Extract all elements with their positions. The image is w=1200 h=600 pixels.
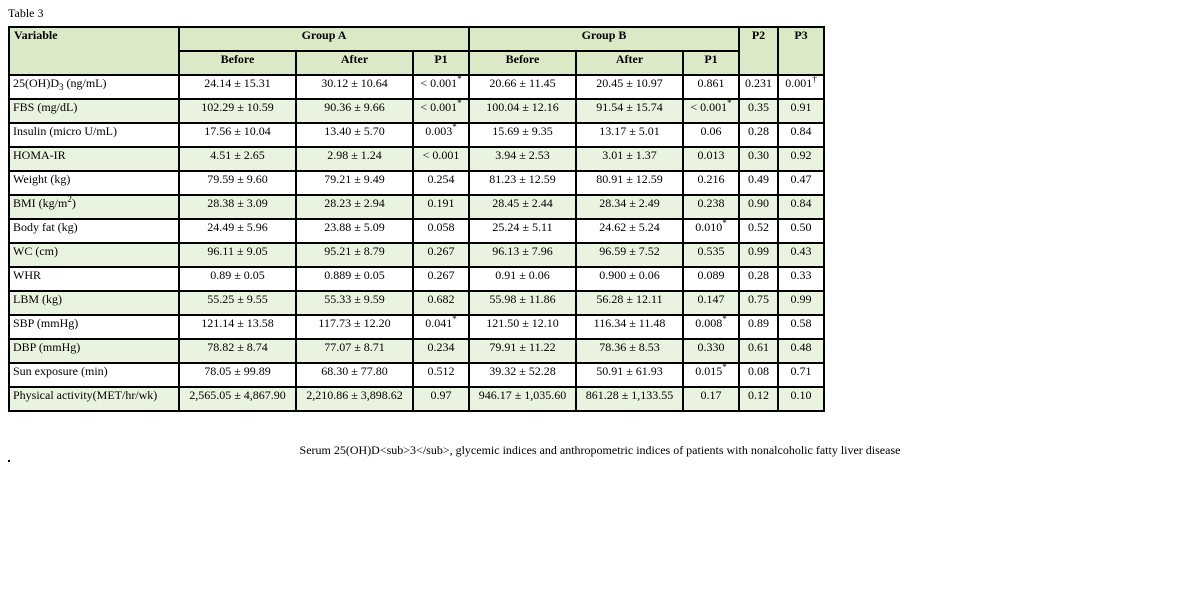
cell-p2 xyxy=(739,147,778,171)
cell-b-after-value: 0.900 ± 0.06 xyxy=(599,268,660,282)
table-row xyxy=(9,99,824,123)
cell-b-before-value: 20.66 ± 11.45 xyxy=(489,76,556,90)
cell-b-after-value: 861.28 ± 1,133.55 xyxy=(585,388,674,402)
cell-a-before-value: 78.05 ± 99.89 xyxy=(204,364,271,378)
cell-a-before-value: 2,565.05 ± 4,867.90 xyxy=(189,388,286,402)
cell-a-before xyxy=(179,219,296,243)
cell-b-p1-value: 0.216 xyxy=(697,172,725,186)
cell-p3 xyxy=(778,171,824,195)
cell-b-before-value: 3.94 ± 2.53 xyxy=(495,148,550,162)
header-a-p1: P1 xyxy=(413,51,469,75)
cell-a-after-value: 23.88 ± 5.09 xyxy=(324,220,385,234)
cell-b-p1-value: 0.089 xyxy=(697,268,725,282)
cell-a-p1-value: < 0.001 xyxy=(420,76,458,90)
cell-b-before xyxy=(469,315,576,339)
cell-a-after-value: 77.07 ± 8.71 xyxy=(324,340,385,354)
cell-p3 xyxy=(778,315,824,339)
cell-a-before-value: 121.14 ± 13.58 xyxy=(201,316,274,330)
cell-p3 xyxy=(778,363,824,387)
cell-p2 xyxy=(739,291,778,315)
cell-p3-value: 0.99 xyxy=(790,292,812,306)
cell-b-p1 xyxy=(683,291,739,315)
cell-b-after-value: 78.36 ± 8.53 xyxy=(599,340,660,354)
cell-p2 xyxy=(739,75,778,99)
cell-a-before xyxy=(179,99,296,123)
cell-a-after xyxy=(296,75,413,99)
cell-b-p1-value: 0.330 xyxy=(697,340,725,354)
cell-variable xyxy=(9,315,179,339)
cell-variable xyxy=(9,75,179,99)
cell-a-after-value: 30.12 ± 10.64 xyxy=(321,76,388,90)
cell-b-after xyxy=(576,363,683,387)
cell-a-before-value: 24.49 ± 5.96 xyxy=(207,220,268,234)
cell-a-before xyxy=(179,291,296,315)
variable-label: FBS (mg/dL) xyxy=(13,100,78,114)
table-row xyxy=(9,75,824,99)
cell-p2 xyxy=(739,363,778,387)
cell-variable xyxy=(9,219,179,243)
cell-b-p1-value: 0.238 xyxy=(697,196,725,210)
table-row xyxy=(9,363,824,387)
cell-b-p1-value: < 0.001 xyxy=(690,100,728,114)
significance-mark: * xyxy=(457,99,462,108)
header-group-a: Group A xyxy=(179,27,469,51)
cell-variable xyxy=(9,339,179,363)
cell-a-before xyxy=(179,243,296,267)
cell-a-before-value: 102.29 ± 10.59 xyxy=(201,100,274,114)
cell-a-p1-value: 0.267 xyxy=(427,268,455,282)
cell-variable xyxy=(9,387,179,411)
cell-a-after-value: 79.21 ± 9.49 xyxy=(324,172,385,186)
cell-a-after xyxy=(296,99,413,123)
cell-a-p1-value: 0.512 xyxy=(427,364,455,378)
cell-p2-value: 0.89 xyxy=(748,316,769,330)
cell-a-p1-value: 0.058 xyxy=(427,220,455,234)
cell-p2 xyxy=(739,171,778,195)
cell-b-before xyxy=(469,171,576,195)
cell-b-before xyxy=(469,219,576,243)
cell-p2 xyxy=(739,195,778,219)
cell-a-after xyxy=(296,339,413,363)
cell-a-p1-value: 0.254 xyxy=(427,172,455,186)
significance-mark: * xyxy=(457,75,462,84)
cell-a-after xyxy=(296,315,413,339)
cell-p3-value: 0.43 xyxy=(790,244,812,258)
cell-b-p1 xyxy=(683,99,739,123)
cell-a-before xyxy=(179,195,296,219)
cell-variable xyxy=(9,363,179,387)
significance-mark: † xyxy=(812,75,817,84)
header-b-after: After xyxy=(576,51,683,75)
cell-b-after xyxy=(576,123,683,147)
cell-a-before xyxy=(179,363,296,387)
cell-p2 xyxy=(739,315,778,339)
table-row xyxy=(9,267,824,291)
significance-mark: * xyxy=(722,219,727,228)
cell-a-p1-value: 0.234 xyxy=(427,340,455,354)
table-label: Table 3 xyxy=(8,6,44,20)
cell-p2-value: 0.49 xyxy=(748,172,769,186)
header-p3: P3 xyxy=(778,27,824,75)
cell-b-before-value: 100.04 ± 12.16 xyxy=(486,100,559,114)
cell-p2 xyxy=(739,219,778,243)
table-row xyxy=(9,315,824,339)
variable-label: HOMA-IR xyxy=(13,148,66,162)
cell-p3-value: 0.48 xyxy=(790,340,812,354)
cell-a-after-value: 2,210.86 ± 3,898.62 xyxy=(306,388,403,402)
cell-a-after xyxy=(296,363,413,387)
cell-p3-value: 0.10 xyxy=(790,388,812,402)
cell-b-before-value: 96.13 ± 7.96 xyxy=(492,244,553,258)
table-row xyxy=(9,171,824,195)
cell-b-p1-value: 0.013 xyxy=(697,148,725,162)
variable-label: BMI (kg/m xyxy=(13,196,68,210)
cell-b-after xyxy=(576,75,683,99)
stray-dot xyxy=(8,460,10,462)
cell-a-p1-value: 0.041 xyxy=(425,316,453,330)
cell-p2-value: 0.35 xyxy=(748,100,769,114)
variable-subscript: 3 xyxy=(59,82,64,92)
cell-b-after-value: 50.91 ± 61.93 xyxy=(596,364,663,378)
cell-b-before xyxy=(469,291,576,315)
significance-mark: * xyxy=(722,363,727,372)
cell-a-p1 xyxy=(413,123,469,147)
table-row xyxy=(9,219,824,243)
cell-variable xyxy=(9,123,179,147)
cell-p3 xyxy=(778,99,824,123)
cell-a-before xyxy=(179,339,296,363)
table-row xyxy=(9,195,824,219)
cell-a-after xyxy=(296,267,413,291)
cell-a-after-value: 0.889 ± 0.05 xyxy=(324,268,385,282)
cell-p3 xyxy=(778,123,824,147)
table-row xyxy=(9,123,824,147)
variable-suffix: ) xyxy=(71,196,76,210)
cell-b-p1-value: 0.06 xyxy=(700,124,722,138)
cell-b-after xyxy=(576,195,683,219)
variable-label: LBM (kg) xyxy=(13,292,62,306)
cell-a-before-value: 0.89 ± 0.05 xyxy=(210,268,265,282)
cell-b-after xyxy=(576,267,683,291)
cell-a-after xyxy=(296,387,413,411)
cell-p2-value: 0.12 xyxy=(748,388,769,402)
cell-a-p1 xyxy=(413,267,469,291)
variable-label: WC (cm) xyxy=(13,244,58,258)
cell-p3 xyxy=(778,147,824,171)
cell-b-p1 xyxy=(683,75,739,99)
cell-a-before xyxy=(179,171,296,195)
cell-p3 xyxy=(778,243,824,267)
cell-b-before-value: 28.45 ± 2.44 xyxy=(492,196,553,210)
cell-a-before xyxy=(179,123,296,147)
cell-p3-value: 0.91 xyxy=(790,100,812,114)
cell-a-p1 xyxy=(413,291,469,315)
cell-a-before-value: 4.51 ± 2.65 xyxy=(210,148,265,162)
cell-a-before xyxy=(179,267,296,291)
cell-p3 xyxy=(778,291,824,315)
cell-a-before xyxy=(179,387,296,411)
cell-variable xyxy=(9,147,179,171)
cell-b-before xyxy=(469,267,576,291)
cell-a-p1 xyxy=(413,99,469,123)
cell-a-before-value: 55.25 ± 9.55 xyxy=(207,292,268,306)
cell-p3-value: 0.33 xyxy=(790,268,812,282)
significance-mark: * xyxy=(452,315,457,324)
cell-p3-value: 0.84 xyxy=(790,124,812,138)
cell-b-before xyxy=(469,123,576,147)
cell-variable xyxy=(9,243,179,267)
cell-b-before xyxy=(469,339,576,363)
cell-b-before xyxy=(469,363,576,387)
cell-a-before xyxy=(179,75,296,99)
cell-a-p1 xyxy=(413,243,469,267)
cell-a-after-value: 68.30 ± 77.80 xyxy=(321,364,388,378)
cell-a-after xyxy=(296,147,413,171)
variable-superscript: 2 xyxy=(67,195,72,204)
cell-a-before-value: 79.59 ± 9.60 xyxy=(207,172,268,186)
cell-b-before xyxy=(469,195,576,219)
cell-p3-value: 0.71 xyxy=(790,364,812,378)
cell-b-after xyxy=(576,219,683,243)
cell-a-after-value: 90.36 ± 9.66 xyxy=(324,100,385,114)
cell-a-after xyxy=(296,219,413,243)
header-a-before: Before xyxy=(179,51,296,75)
cell-p2 xyxy=(739,267,778,291)
cell-a-p1 xyxy=(413,219,469,243)
cell-p3-value: 0.50 xyxy=(790,220,812,234)
cell-a-p1 xyxy=(413,315,469,339)
cell-a-before-value: 96.11 ± 9.05 xyxy=(207,244,268,258)
cell-a-before-value: 24.14 ± 15.31 xyxy=(204,76,271,90)
cell-a-after-value: 13.40 ± 5.70 xyxy=(324,124,385,138)
header-p2: P2 xyxy=(739,27,778,75)
cell-a-p1 xyxy=(413,147,469,171)
cell-b-before xyxy=(469,387,576,411)
cell-a-after xyxy=(296,243,413,267)
table-row xyxy=(9,339,824,363)
cell-variable xyxy=(9,267,179,291)
variable-suffix: (ng/mL) xyxy=(63,76,107,90)
cell-b-after xyxy=(576,99,683,123)
cell-b-p1 xyxy=(683,147,739,171)
cell-p2-value: 0.90 xyxy=(748,196,769,210)
variable-label: Body fat (kg) xyxy=(13,220,78,234)
cell-p2-value: 0.28 xyxy=(748,268,769,282)
cell-b-p1 xyxy=(683,123,739,147)
cell-b-p1-value: 0.010 xyxy=(695,220,723,234)
cell-p3-value: 0.001 xyxy=(785,76,813,90)
cell-b-after-value: 116.34 ± 11.48 xyxy=(593,316,666,330)
cell-a-after-value: 55.33 ± 9.59 xyxy=(324,292,385,306)
cell-a-p1-value: 0.003 xyxy=(425,124,453,138)
header-group-b: Group B xyxy=(469,27,739,51)
cell-b-before-value: 946.17 ± 1,035.60 xyxy=(478,388,567,402)
cell-b-after-value: 80.91 ± 12.59 xyxy=(596,172,663,186)
cell-a-p1-value: 0.191 xyxy=(427,196,455,210)
results-table xyxy=(8,26,825,412)
cell-b-after xyxy=(576,171,683,195)
significance-mark: * xyxy=(727,99,732,108)
cell-a-p1 xyxy=(413,363,469,387)
cell-b-after xyxy=(576,339,683,363)
table-row xyxy=(9,291,824,315)
cell-variable xyxy=(9,195,179,219)
cell-p2 xyxy=(739,123,778,147)
cell-a-p1-value: < 0.001 xyxy=(420,100,458,114)
cell-b-p1 xyxy=(683,243,739,267)
cell-b-p1 xyxy=(683,387,739,411)
header-a-after: After xyxy=(296,51,413,75)
cell-b-after xyxy=(576,387,683,411)
variable-label: Insulin (micro U/mL) xyxy=(13,124,117,138)
cell-b-p1 xyxy=(683,267,739,291)
cell-b-after xyxy=(576,315,683,339)
variable-label: Physical activity(MET/hr/wk) xyxy=(13,388,158,402)
cell-b-p1 xyxy=(683,315,739,339)
cell-a-after-value: 28.23 ± 2.94 xyxy=(324,196,385,210)
table-row xyxy=(9,147,824,171)
cell-p2-value: 0.231 xyxy=(745,76,772,90)
cell-a-p1 xyxy=(413,195,469,219)
cell-p3-value: 0.92 xyxy=(790,148,812,162)
cell-b-before-value: 25.24 ± 5.11 xyxy=(492,220,553,234)
cell-a-p1 xyxy=(413,171,469,195)
cell-b-after-value: 91.54 ± 15.74 xyxy=(596,100,663,114)
variable-label: Sun exposure (min) xyxy=(13,364,108,378)
table-caption: Serum 25(OH)D<sub>3</sub>, glycemic indices and anthropometric indices of patients with nonalcoholic fatty liver disease xyxy=(299,443,901,457)
cell-a-before xyxy=(179,315,296,339)
cell-b-before-value: 121.50 ± 12.10 xyxy=(486,316,559,330)
cell-a-p1 xyxy=(413,387,469,411)
cell-b-p1-value: 0.015 xyxy=(695,364,723,378)
cell-b-before-value: 15.69 ± 9.35 xyxy=(492,124,553,138)
cell-b-before-value: 79.91 ± 11.22 xyxy=(489,340,556,354)
cell-p2-value: 0.30 xyxy=(748,148,769,162)
cell-a-before-value: 78.82 ± 8.74 xyxy=(207,340,268,354)
cell-a-p1-value: < 0.001 xyxy=(422,148,460,162)
cell-a-after xyxy=(296,291,413,315)
cell-p3 xyxy=(778,267,824,291)
cell-b-after-value: 24.62 ± 5.24 xyxy=(599,220,660,234)
cell-b-p1-value: 0.147 xyxy=(697,292,725,306)
cell-p3 xyxy=(778,387,824,411)
cell-p2 xyxy=(739,99,778,123)
cell-b-before xyxy=(469,75,576,99)
cell-p2-value: 0.08 xyxy=(748,364,769,378)
cell-b-before xyxy=(469,243,576,267)
cell-b-before-value: 39.32 ± 52.28 xyxy=(489,364,556,378)
cell-b-before-value: 81.23 ± 12.59 xyxy=(489,172,556,186)
cell-p2-value: 0.99 xyxy=(748,244,769,258)
cell-b-after xyxy=(576,243,683,267)
cell-a-after-value: 2.98 ± 1.24 xyxy=(327,148,382,162)
cell-b-after xyxy=(576,291,683,315)
cell-p3 xyxy=(778,75,824,99)
cell-a-p1 xyxy=(413,75,469,99)
cell-b-p1-value: 0.535 xyxy=(697,244,725,258)
cell-b-before xyxy=(469,147,576,171)
cell-a-before xyxy=(179,147,296,171)
cell-a-p1-value: 0.97 xyxy=(430,388,452,402)
cell-b-after-value: 20.45 ± 10.97 xyxy=(596,76,663,90)
cell-p2 xyxy=(739,387,778,411)
header-variable: Variable xyxy=(9,27,179,75)
cell-b-p1 xyxy=(683,219,739,243)
cell-p3-value: 0.58 xyxy=(790,316,812,330)
cell-b-after-value: 56.28 ± 12.11 xyxy=(596,292,663,306)
cell-a-p1-value: 0.682 xyxy=(427,292,455,306)
cell-p2 xyxy=(739,243,778,267)
cell-b-after xyxy=(576,147,683,171)
cell-b-p1-value: 0.861 xyxy=(697,76,725,90)
cell-a-before-value: 28.38 ± 3.09 xyxy=(207,196,268,210)
cell-a-after-value: 117.73 ± 12.20 xyxy=(318,316,391,330)
cell-a-after xyxy=(296,123,413,147)
variable-label: DBP (mmHg) xyxy=(13,340,81,354)
cell-b-p1 xyxy=(683,339,739,363)
cell-p3 xyxy=(778,339,824,363)
cell-a-after xyxy=(296,171,413,195)
cell-b-p1 xyxy=(683,195,739,219)
cell-p2-value: 0.75 xyxy=(748,292,769,306)
cell-a-after xyxy=(296,195,413,219)
significance-mark: * xyxy=(722,315,727,324)
cell-b-before xyxy=(469,99,576,123)
table-row xyxy=(9,387,824,411)
table-body xyxy=(9,75,824,411)
cell-a-after-value: 95.21 ± 8.79 xyxy=(324,244,385,258)
cell-b-p1-value: 0.17 xyxy=(700,388,722,402)
variable-label: SBP (mmHg) xyxy=(13,316,79,330)
cell-b-before-value: 0.91 ± 0.06 xyxy=(495,268,550,282)
cell-variable xyxy=(9,171,179,195)
variable-label: WHR xyxy=(13,268,41,282)
cell-a-before-value: 17.56 ± 10.04 xyxy=(204,124,271,138)
cell-variable xyxy=(9,99,179,123)
variable-label: 25(OH)D xyxy=(13,76,59,90)
header-b-before: Before xyxy=(469,51,576,75)
variable-label: Weight (kg) xyxy=(13,172,71,186)
cell-b-p1 xyxy=(683,363,739,387)
cell-b-before-value: 55.98 ± 11.86 xyxy=(489,292,556,306)
cell-a-p1 xyxy=(413,339,469,363)
header-b-p1: P1 xyxy=(683,51,739,75)
cell-b-p1-value: 0.008 xyxy=(695,316,723,330)
cell-p3 xyxy=(778,195,824,219)
table-row xyxy=(9,243,824,267)
cell-p2-value: 0.28 xyxy=(748,124,769,138)
cell-p3 xyxy=(778,219,824,243)
cell-b-after-value: 96.59 ± 7.52 xyxy=(599,244,660,258)
cell-b-p1 xyxy=(683,171,739,195)
cell-p2 xyxy=(739,339,778,363)
cell-b-after-value: 13.17 ± 5.01 xyxy=(599,124,660,138)
cell-p3-value: 0.47 xyxy=(790,172,812,186)
cell-p2-value: 0.61 xyxy=(748,340,769,354)
cell-b-after-value: 3.01 ± 1.37 xyxy=(602,148,657,162)
cell-p2-value: 0.52 xyxy=(748,220,769,234)
cell-variable xyxy=(9,291,179,315)
cell-p3-value: 0.84 xyxy=(790,196,812,210)
cell-a-p1-value: 0.267 xyxy=(427,244,455,258)
cell-b-after-value: 28.34 ± 2.49 xyxy=(599,196,660,210)
significance-mark: * xyxy=(452,123,457,132)
